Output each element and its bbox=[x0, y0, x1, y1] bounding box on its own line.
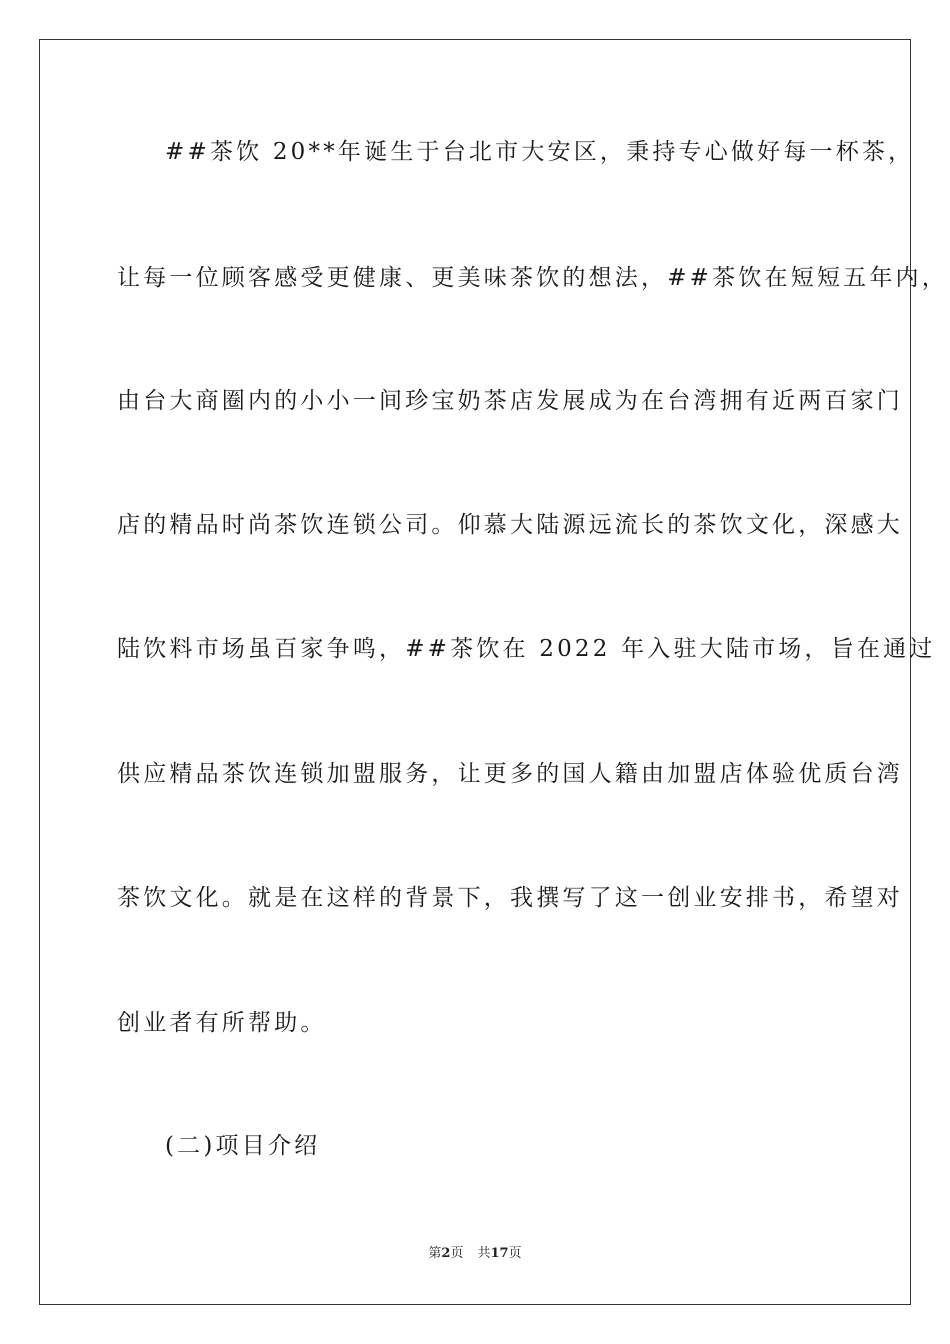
section-heading: (二)项目介绍 bbox=[165, 1133, 321, 1159]
page-border bbox=[39, 39, 911, 1305]
paragraph-line-7: 茶饮文化。就是在这样的背景下，我撰写了这一创业安排书，希望对 bbox=[117, 885, 903, 911]
paragraph-line-5: 陆饮料市场虽百家争鸣，##茶饮在 2022 年入驻大陆市场，旨在通过 bbox=[117, 636, 936, 662]
total-suffix: 页 bbox=[508, 1246, 522, 1261]
paragraph-line-2: 让每一位顾客感受更健康、更美味茶饮的想法，##茶饮在短短五年内， bbox=[117, 265, 948, 291]
paragraph-line-6: 供应精品茶饮连锁加盟服务，让更多的国人籍由加盟店体验优质台湾 bbox=[117, 761, 903, 787]
paragraph-line-1: ##茶饮 20**年诞生于台北市大安区，秉持专心做好每一杯茶， bbox=[165, 139, 915, 165]
current-page-number: 2 bbox=[441, 1246, 451, 1261]
page-footer bbox=[0, 1245, 950, 1263]
paragraph-line-3: 由台大商圈内的小小一间珍宝奶茶店发展成为在台湾拥有近两百家门 bbox=[117, 388, 903, 414]
paragraph-line-8: 创业者有所帮助。 bbox=[117, 1010, 327, 1036]
total-prefix: 共 bbox=[477, 1246, 491, 1261]
total-pages-number: 17 bbox=[490, 1246, 509, 1261]
page-prefix: 第 bbox=[428, 1246, 442, 1261]
paragraph-line-4: 店的精品时尚茶饮连锁公司。仰慕大陆源远流长的茶饮文化，深感大 bbox=[117, 512, 903, 538]
page-suffix: 页 bbox=[450, 1246, 464, 1261]
